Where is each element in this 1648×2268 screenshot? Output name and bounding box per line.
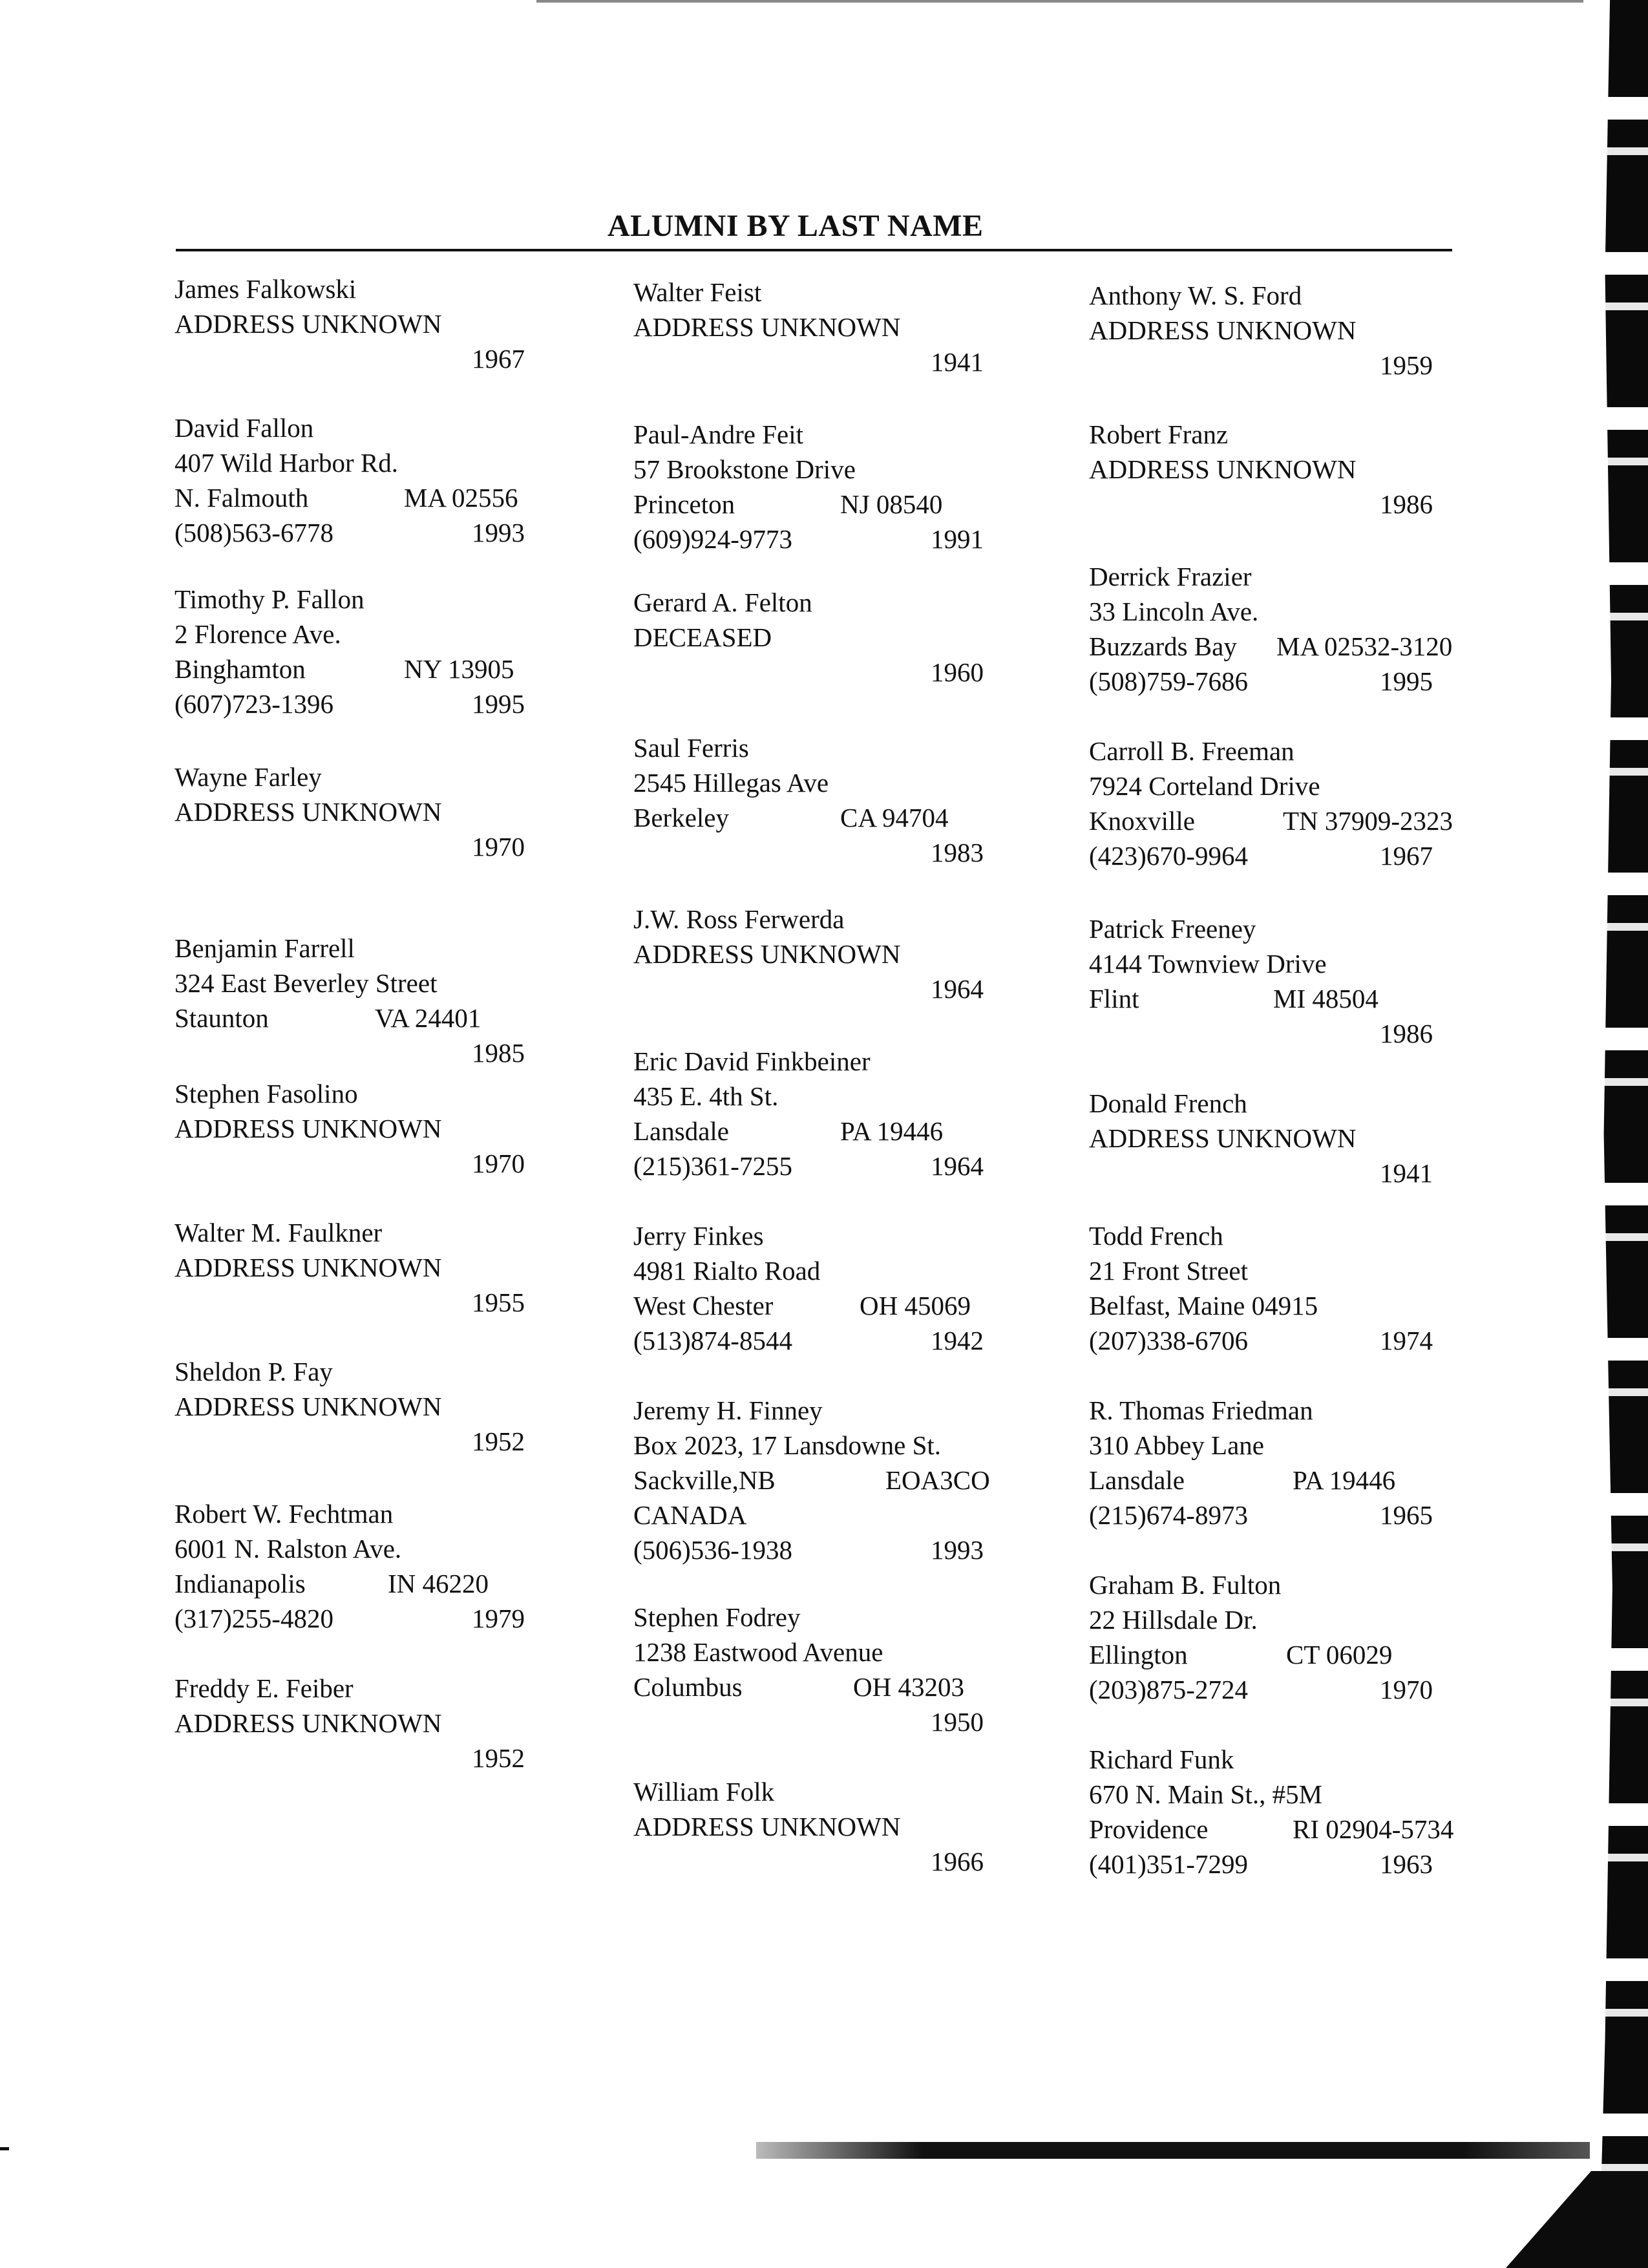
alumni-name: Eric David Finkbeiner — [633, 1046, 871, 1076]
phone-year-line — [633, 1704, 1034, 1739]
graduation-year: 1952 — [472, 1743, 525, 1773]
address-line — [174, 480, 575, 515]
alumni-name: Derrick Frazier — [1089, 562, 1252, 591]
address-line — [174, 652, 575, 686]
alumni-name: Jeremy H. Finney — [633, 1395, 823, 1425]
graduation-year: 1991 — [931, 524, 984, 554]
alumni-name: William Folk — [633, 1777, 775, 1807]
alumni-name: Donald French — [1089, 1088, 1247, 1118]
address-line — [633, 452, 1034, 487]
address-line — [174, 1566, 575, 1601]
alumni-entry — [174, 931, 575, 1070]
address-text: 324 East Beverley Street — [174, 968, 438, 998]
address-text: 57 Brookstone Drive — [633, 454, 856, 484]
state-zip: CT 06029 — [1286, 1640, 1393, 1669]
address-text: ADDRESS UNKNOWN — [174, 309, 442, 339]
state-zip: MI 48504 — [1273, 984, 1379, 1013]
alumni-name: Benjamin Farrell — [174, 933, 355, 963]
address-line — [174, 1111, 575, 1146]
state-zip: CA 94704 — [840, 803, 949, 832]
address-text: Binghamton — [174, 654, 306, 684]
phone-year-line — [1089, 838, 1490, 873]
phone-year-line — [1089, 487, 1490, 522]
graduation-year: 1979 — [472, 1604, 525, 1633]
corner-shadow — [1506, 2171, 1648, 2268]
phone-year-line — [633, 522, 1034, 556]
address-line — [1089, 1253, 1490, 1288]
phone-year-line — [633, 835, 1034, 870]
address-text: 4981 Rialto Road — [633, 1256, 821, 1286]
alumni-entry — [1089, 1393, 1490, 1532]
alumni-name: Robert W. Fechtman — [174, 1499, 394, 1529]
graduation-year: 1995 — [1380, 666, 1433, 696]
graduation-year: 1964 — [931, 1151, 984, 1181]
graduation-year: 1941 — [931, 347, 984, 377]
address-text: Lansdale — [1089, 1465, 1185, 1495]
phone-year-line — [174, 1285, 575, 1320]
address-text: Buzzards Bay — [1089, 631, 1237, 661]
address-line — [174, 1531, 575, 1566]
graduation-year: 1967 — [1380, 841, 1433, 871]
alumni-name: R. Thomas Friedman — [1089, 1395, 1313, 1425]
alumni-entry — [174, 1354, 575, 1459]
alumni-entry — [1089, 1567, 1490, 1707]
alumni-entry — [174, 271, 575, 376]
phone-year-line — [174, 1146, 575, 1181]
phone-number: (215)674-8973 — [1089, 1500, 1248, 1530]
graduation-year: 1960 — [931, 657, 984, 687]
page-top-edge — [536, 0, 1583, 3]
alumni-entry — [1089, 1086, 1490, 1191]
phone-year-line — [633, 1532, 1034, 1567]
alumni-name: Walter Feist — [633, 277, 762, 307]
alumni-entry — [174, 759, 575, 864]
address-text: DECEASED — [633, 622, 772, 652]
alumni-entry — [1089, 1218, 1490, 1358]
address-text: Princeton — [633, 489, 735, 519]
address-line — [174, 1250, 575, 1285]
phone-year-line — [174, 1035, 575, 1070]
phone-year-line — [174, 1424, 575, 1459]
address-text: ADDRESS UNKNOWN — [633, 1812, 901, 1841]
graduation-year: 1970 — [472, 1149, 525, 1178]
alumni-name: Richard Funk — [1089, 1744, 1234, 1774]
address-line — [174, 1706, 575, 1741]
alumni-name: Jerry Finkes — [633, 1221, 764, 1251]
address-line — [174, 1001, 575, 1035]
alumni-entry — [633, 1393, 1034, 1567]
phone-number: (423)670-9964 — [1089, 841, 1248, 871]
alumni-entry — [633, 1044, 1034, 1183]
address-line — [1089, 1428, 1490, 1463]
phone-year-line — [1089, 664, 1490, 699]
phone-year-line — [174, 1741, 575, 1775]
address-line — [633, 800, 1034, 835]
graduation-year: 1964 — [931, 974, 984, 1004]
alumni-name: Robert Franz — [1089, 419, 1229, 449]
address-text: ADDRESS UNKNOWN — [1089, 1123, 1357, 1153]
phone-year-line — [633, 1323, 1034, 1358]
address-text: N. Falmouth — [174, 483, 309, 513]
address-text: Lansdale — [633, 1116, 729, 1146]
graduation-year: 1985 — [472, 1038, 525, 1068]
address-text: ADDRESS UNKNOWN — [1089, 454, 1357, 484]
graduation-year: 1952 — [472, 1426, 525, 1456]
address-text: 435 E. 4th St. — [633, 1081, 779, 1111]
alumni-name: Todd French — [1089, 1221, 1223, 1251]
alumni-name: Gerard A. Felton — [633, 588, 812, 617]
address-line — [633, 1253, 1034, 1288]
phone-number: (215)361-7255 — [633, 1151, 792, 1181]
alumni-entry — [1089, 559, 1490, 699]
graduation-year: 1986 — [1380, 1019, 1433, 1048]
graduation-year: 1963 — [1380, 1849, 1433, 1879]
alumni-entry — [1089, 734, 1490, 873]
graduation-year: 1959 — [1380, 350, 1433, 380]
address-line — [174, 794, 575, 829]
phone-year-line — [1089, 1016, 1490, 1051]
phone-year-line — [1089, 1672, 1490, 1707]
state-zip: TN 37909-2323 — [1283, 806, 1453, 836]
alumni-entry — [633, 585, 1034, 690]
state-zip: VA 24401 — [375, 1003, 481, 1033]
phone-year-line — [174, 829, 575, 864]
address-text: ADDRESS UNKNOWN — [1089, 315, 1357, 345]
alumni-entry — [1089, 1742, 1490, 1881]
address-text: 22 Hillsdale Dr. — [1089, 1605, 1258, 1635]
graduation-year: 1955 — [472, 1288, 525, 1317]
spiral-binding-edge — [1587, 0, 1648, 2268]
address-line — [1089, 594, 1490, 629]
phone-year-line — [1089, 1156, 1490, 1191]
address-text: Staunton — [174, 1003, 269, 1033]
alumni-name: Sheldon P. Fay — [174, 1357, 333, 1386]
address-line — [633, 310, 1034, 344]
address-text: 2545 Hillegas Ave — [633, 768, 829, 798]
address-text: ADDRESS UNKNOWN — [174, 797, 442, 827]
phone-number: (508)563-6778 — [174, 518, 333, 547]
address-line — [174, 617, 575, 652]
address-text: ADDRESS UNKNOWN — [174, 1392, 442, 1421]
alumni-name: Walter M. Faulkner — [174, 1218, 383, 1247]
alumni-entry — [1089, 911, 1490, 1051]
address-line — [1089, 629, 1490, 664]
alumni-name: Freddy E. Feiber — [174, 1673, 354, 1703]
address-line — [1089, 981, 1490, 1016]
phone-year-line — [174, 686, 575, 721]
address-line — [633, 1463, 1034, 1498]
alumni-name: Paul-Andre Feit — [633, 419, 804, 449]
alumni-name: Stephen Fasolino — [174, 1079, 358, 1108]
address-text: ADDRESS UNKNOWN — [633, 312, 901, 342]
margin-mark — [0, 2147, 9, 2150]
address-text: 407 Wild Harbor Rd. — [174, 448, 399, 478]
state-zip: RI 02904-5734 — [1293, 1814, 1454, 1844]
alumni-entry — [633, 275, 1034, 379]
alumni-entry — [174, 1671, 575, 1775]
address-line — [633, 1635, 1034, 1669]
state-zip: NY 13905 — [404, 654, 514, 684]
state-zip: MA 02556 — [404, 483, 518, 513]
address-text: West Chester — [633, 1291, 774, 1320]
graduation-year: 1970 — [472, 832, 525, 862]
alumni-entry — [633, 417, 1034, 556]
address-line — [633, 487, 1034, 522]
address-text: Providence — [1089, 1814, 1209, 1844]
address-text: ADDRESS UNKNOWN — [174, 1253, 442, 1282]
phone-year-line — [633, 1149, 1034, 1183]
address-text: 6001 N. Ralston Ave. — [174, 1534, 402, 1563]
address-line — [1089, 313, 1490, 348]
phone-year-line — [633, 655, 1034, 690]
alumni-name: David Fallon — [174, 413, 314, 443]
alumni-entry — [1089, 417, 1490, 522]
graduation-year: 1950 — [931, 1707, 984, 1737]
address-line — [1089, 1777, 1490, 1812]
alumni-entry — [174, 582, 575, 721]
address-line — [174, 306, 575, 341]
address-line — [633, 1498, 1034, 1532]
graduation-year: 1941 — [1380, 1158, 1433, 1188]
address-line — [633, 765, 1034, 800]
alumni-name: Stephen Fodrey — [633, 1602, 801, 1632]
phone-number: (513)874-8544 — [633, 1326, 792, 1355]
address-text: ADDRESS UNKNOWN — [633, 939, 901, 969]
address-text: Sackville,NB — [633, 1465, 776, 1495]
phone-year-line — [1089, 1498, 1490, 1532]
phone-year-line — [1089, 1323, 1490, 1358]
address-line — [1089, 768, 1490, 803]
graduation-year: 1967 — [472, 344, 525, 374]
alumni-entry — [633, 1600, 1034, 1739]
graduation-year: 1986 — [1380, 489, 1433, 519]
alumni-name: Carroll B. Freeman — [1089, 736, 1294, 766]
state-zip: OH 45069 — [860, 1291, 971, 1320]
alumni-entry — [174, 1076, 575, 1181]
address-text: Indianapolis — [174, 1569, 306, 1598]
address-line — [174, 966, 575, 1001]
phone-number: (401)351-7299 — [1089, 1849, 1248, 1879]
phone-year-line — [174, 1601, 575, 1636]
phone-number: (508)759-7686 — [1089, 666, 1248, 696]
address-text: Columbus — [633, 1672, 743, 1702]
address-line — [1089, 1812, 1490, 1847]
address-text: 1238 Eastwood Avenue — [633, 1637, 883, 1667]
graduation-year: 1942 — [931, 1326, 984, 1355]
graduation-year: 1983 — [931, 838, 984, 867]
address-line — [1089, 1463, 1490, 1498]
alumni-entry — [174, 1496, 575, 1636]
state-zip: NJ 08540 — [840, 489, 943, 519]
address-text: Box 2023, 17 Lansdowne St. — [633, 1430, 942, 1460]
address-text: 33 Lincoln Ave. — [1089, 597, 1259, 626]
alumni-entry — [633, 1218, 1034, 1358]
alumni-entry — [1089, 278, 1490, 383]
address-text: 7924 Corteland Drive — [1089, 771, 1320, 801]
phone-year-line — [1089, 1847, 1490, 1881]
alumni-name: Saul Ferris — [633, 733, 749, 763]
phone-year-line — [633, 971, 1034, 1006]
address-line — [633, 1428, 1034, 1463]
phone-year-line — [633, 344, 1034, 379]
bottom-edge-shadow — [756, 2142, 1590, 2159]
address-line — [633, 1114, 1034, 1149]
address-text: ADDRESS UNKNOWN — [174, 1708, 442, 1738]
address-text: Belfast, Maine 04915 — [1089, 1291, 1318, 1320]
phone-number: (506)536-1938 — [633, 1535, 792, 1565]
state-zip: EOA3CO — [885, 1465, 990, 1495]
alumni-name: Anthony W. S. Ford — [1089, 281, 1302, 310]
alumni-name: Patrick Freeney — [1089, 914, 1256, 944]
state-zip: OH 43203 — [853, 1672, 964, 1702]
state-zip: PA 19446 — [840, 1116, 944, 1146]
phone-number: (203)875-2724 — [1089, 1675, 1248, 1704]
alumni-entry — [174, 1215, 575, 1320]
address-text: Ellington — [1089, 1640, 1188, 1669]
graduation-year: 1965 — [1380, 1500, 1433, 1530]
title-rule — [176, 249, 1452, 251]
address-line — [633, 1669, 1034, 1704]
address-line — [633, 1079, 1034, 1114]
address-text: Knoxville — [1089, 806, 1195, 836]
address-text: 21 Front Street — [1089, 1256, 1248, 1286]
address-line — [633, 620, 1034, 655]
address-text: 4144 Townview Drive — [1089, 949, 1327, 979]
alumni-entry — [633, 1774, 1034, 1879]
address-text: Flint — [1089, 984, 1139, 1013]
address-line — [633, 1288, 1034, 1323]
graduation-year: 1966 — [931, 1847, 984, 1876]
phone-year-line — [174, 341, 575, 376]
alumni-name: James Falkowski — [174, 274, 357, 304]
graduation-year: 1974 — [1380, 1326, 1433, 1355]
phone-number: (607)723-1396 — [174, 689, 333, 719]
page-title: ALUMNI BY LAST NAME — [607, 209, 984, 243]
address-line — [1089, 1602, 1490, 1637]
graduation-year: 1970 — [1380, 1675, 1433, 1704]
phone-number: (317)255-4820 — [174, 1604, 333, 1633]
address-text: Berkeley — [633, 803, 729, 832]
address-text: CANADA — [633, 1500, 747, 1530]
address-text: ADDRESS UNKNOWN — [174, 1114, 442, 1143]
address-line — [1089, 452, 1490, 487]
alumni-entry — [633, 902, 1034, 1006]
address-line — [174, 445, 575, 480]
alumni-name: Graham B. Fulton — [1089, 1570, 1282, 1600]
address-line — [174, 1389, 575, 1424]
phone-number: (609)924-9773 — [633, 524, 792, 554]
graduation-year: 1995 — [472, 689, 525, 719]
state-zip: MA 02532-3120 — [1276, 631, 1453, 661]
alumni-name: J.W. Ross Ferwerda — [633, 904, 845, 934]
alumni-name: Wayne Farley — [174, 762, 322, 792]
state-zip: PA 19446 — [1293, 1465, 1396, 1495]
alumni-entry — [633, 730, 1034, 870]
address-text: 2 Florence Ave. — [174, 619, 341, 649]
alumni-entry — [174, 410, 575, 550]
address-line — [1089, 1121, 1490, 1156]
address-line — [1089, 946, 1490, 981]
address-line — [1089, 803, 1490, 838]
address-text: 310 Abbey Lane — [1089, 1430, 1264, 1460]
address-line — [1089, 1637, 1490, 1672]
phone-number: (207)338-6706 — [1089, 1326, 1248, 1355]
address-line — [633, 937, 1034, 971]
address-line — [633, 1809, 1034, 1844]
phone-year-line — [633, 1844, 1034, 1879]
phone-year-line — [1089, 348, 1490, 383]
state-zip: IN 46220 — [388, 1569, 489, 1598]
alumni-name: Timothy P. Fallon — [174, 584, 364, 614]
graduation-year: 1993 — [472, 518, 525, 547]
address-line — [1089, 1288, 1490, 1323]
graduation-year: 1993 — [931, 1535, 984, 1565]
address-text: 670 N. Main St., #5M — [1089, 1779, 1323, 1809]
phone-year-line — [174, 515, 575, 550]
